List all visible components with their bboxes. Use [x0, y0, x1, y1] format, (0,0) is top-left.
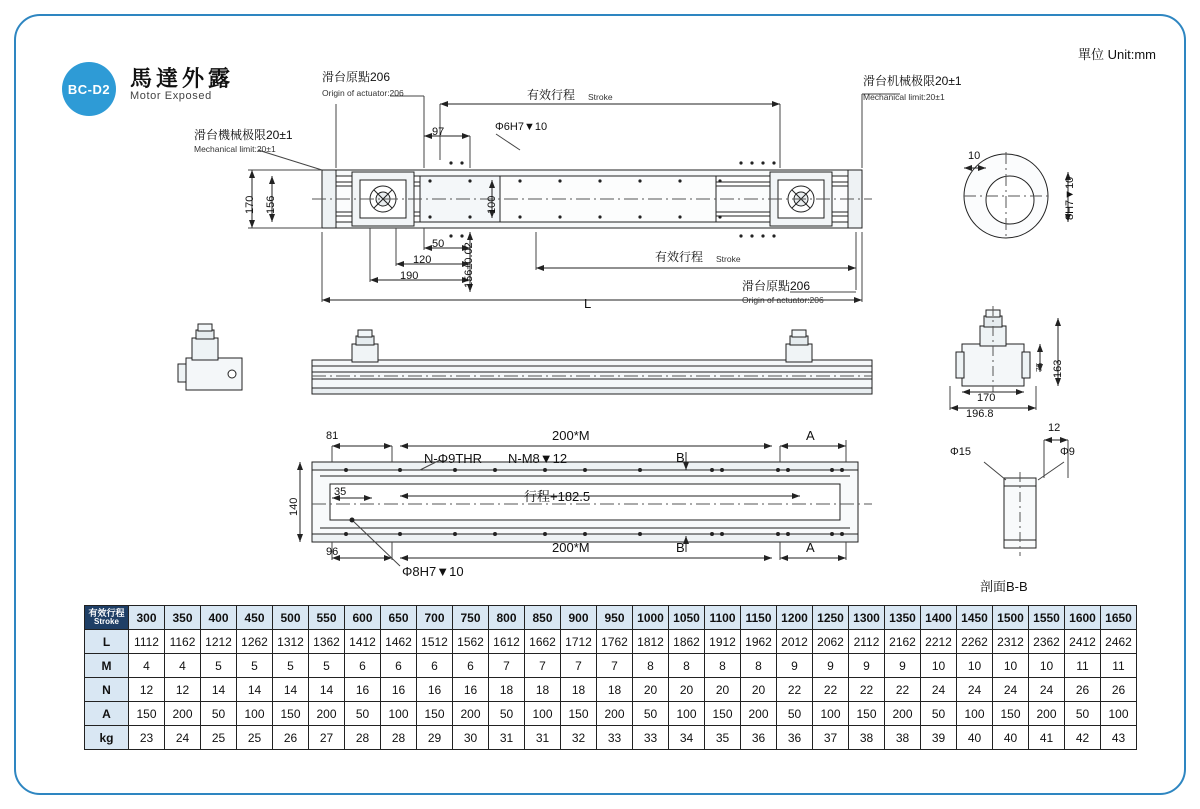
cell-N-0: 12: [129, 678, 165, 702]
cell-L-8: 1512: [417, 630, 453, 654]
cell-kg-25: 41: [1029, 726, 1065, 750]
cell-M-2: 5: [201, 654, 237, 678]
dim-100: 100: [486, 195, 498, 214]
cell-L-23: 2262: [957, 630, 993, 654]
cell-A-10: 50: [489, 702, 525, 726]
cell-A-13: 200: [597, 702, 633, 726]
dim-163: 163: [1052, 359, 1064, 378]
stroke-col-12: 900: [561, 606, 597, 630]
cell-M-15: 8: [669, 654, 705, 678]
cell-kg-6: 28: [345, 726, 381, 750]
dim-170: 170: [244, 195, 256, 214]
cell-N-22: 24: [921, 678, 957, 702]
dim-97: 97: [432, 126, 445, 138]
cell-L-6: 1412: [345, 630, 381, 654]
cell-A-16: 150: [705, 702, 741, 726]
stroke-col-26: 1600: [1065, 606, 1101, 630]
cell-L-24: 2312: [993, 630, 1029, 654]
stroke-col-13: 950: [597, 606, 633, 630]
cell-A-18: 50: [777, 702, 813, 726]
cell-A-2: 50: [201, 702, 237, 726]
origin-bottom-en: Origin of actuator:206: [742, 295, 824, 305]
cell-kg-24: 40: [993, 726, 1029, 750]
cell-N-4: 14: [273, 678, 309, 702]
cell-L-13: 1762: [597, 630, 633, 654]
cell-M-17: 8: [741, 654, 777, 678]
cell-L-11: 1662: [525, 630, 561, 654]
cell-N-19: 22: [813, 678, 849, 702]
cell-A-14: 50: [633, 702, 669, 726]
cell-L-4: 1312: [273, 630, 309, 654]
cell-kg-13: 33: [597, 726, 633, 750]
mark-a-bottom: A: [806, 540, 815, 555]
hole-8h7-label: 8H7▼10: [1064, 176, 1076, 220]
cell-kg-26: 42: [1065, 726, 1101, 750]
cell-M-11: 7: [525, 654, 561, 678]
stroke-col-23: 1450: [957, 606, 993, 630]
travel-plus-label: 行程+182.5: [524, 489, 591, 504]
spec-table: [84, 605, 1137, 750]
cell-M-23: 10: [957, 654, 993, 678]
stroke-col-18: 1200: [777, 606, 813, 630]
cell-A-19: 100: [813, 702, 849, 726]
cell-kg-3: 25: [237, 726, 273, 750]
mech-limit-left-en: Mechanical limit:20±1: [194, 144, 276, 154]
stroke-col-0: 300: [129, 606, 165, 630]
cell-N-14: 20: [633, 678, 669, 702]
cell-A-3: 100: [237, 702, 273, 726]
cell-M-10: 7: [489, 654, 525, 678]
table-row: [85, 630, 1137, 654]
cell-N-9: 16: [453, 678, 489, 702]
cell-N-17: 20: [741, 678, 777, 702]
stroke-col-2: 400: [201, 606, 237, 630]
cell-N-18: 22: [777, 678, 813, 702]
cell-kg-0: 23: [129, 726, 165, 750]
cell-L-16: 1912: [705, 630, 741, 654]
dim-10: 10: [968, 150, 981, 162]
cell-M-0: 4: [129, 654, 165, 678]
cell-M-5: 5: [309, 654, 345, 678]
cell-M-20: 9: [849, 654, 885, 678]
model-title-cn: 馬達外露: [130, 66, 235, 91]
cell-M-21: 9: [885, 654, 921, 678]
model-badge: BC-D2: [62, 62, 116, 116]
cell-M-27: 11: [1101, 654, 1137, 678]
cell-N-20: 22: [849, 678, 885, 702]
cell-N-3: 14: [237, 678, 273, 702]
cell-M-1: 4: [165, 654, 201, 678]
cell-L-20: 2112: [849, 630, 885, 654]
cell-A-15: 100: [669, 702, 705, 726]
cell-A-20: 150: [849, 702, 885, 726]
stroke-col-5: 550: [309, 606, 345, 630]
stroke-col-4: 500: [273, 606, 309, 630]
cell-N-1: 12: [165, 678, 201, 702]
cell-N-16: 20: [705, 678, 741, 702]
stroke-col-19: 1250: [813, 606, 849, 630]
row-label-M: M: [85, 654, 129, 678]
cell-kg-5: 27: [309, 726, 345, 750]
cell-N-10: 18: [489, 678, 525, 702]
cell-M-12: 7: [561, 654, 597, 678]
cell-M-16: 8: [705, 654, 741, 678]
stroke-col-20: 1300: [849, 606, 885, 630]
stroke-col-24: 1500: [993, 606, 1029, 630]
cell-L-27: 2462: [1101, 630, 1137, 654]
origin-bottom-cn: 滑台原點206: [742, 279, 811, 293]
cell-A-22: 50: [921, 702, 957, 726]
cell-kg-10: 31: [489, 726, 525, 750]
cell-L-18: 2012: [777, 630, 813, 654]
cell-A-26: 50: [1065, 702, 1101, 726]
cell-kg-20: 38: [849, 726, 885, 750]
cell-L-12: 1712: [561, 630, 597, 654]
cell-kg-15: 34: [669, 726, 705, 750]
cell-M-19: 9: [813, 654, 849, 678]
dim-156-tol: 156±0.02: [463, 242, 475, 288]
dim-81: 81: [326, 430, 339, 442]
cell-M-3: 5: [237, 654, 273, 678]
cell-A-0: 150: [129, 702, 165, 726]
cell-M-26: 11: [1065, 654, 1101, 678]
cell-N-7: 16: [381, 678, 417, 702]
row-label-N: N: [85, 678, 129, 702]
stroke-top-label-en: Stroke: [588, 92, 613, 102]
stroke-col-10: 800: [489, 606, 525, 630]
cell-L-2: 1212: [201, 630, 237, 654]
dim-120: 120: [413, 254, 432, 266]
mech-limit-right-cn: 滑台机械极限20±1: [863, 74, 962, 88]
cell-N-24: 24: [993, 678, 1029, 702]
cell-N-23: 24: [957, 678, 993, 702]
cell-L-22: 2212: [921, 630, 957, 654]
cell-N-11: 18: [525, 678, 561, 702]
cell-M-6: 6: [345, 654, 381, 678]
stroke-col-15: 1050: [669, 606, 705, 630]
stroke-col-22: 1400: [921, 606, 957, 630]
cell-L-10: 1612: [489, 630, 525, 654]
cell-kg-7: 28: [381, 726, 417, 750]
cell-A-4: 150: [273, 702, 309, 726]
cell-L-25: 2362: [1029, 630, 1065, 654]
cell-A-27: 100: [1101, 702, 1137, 726]
mech-limit-left-cn: 滑台機械极限20±1: [194, 128, 293, 142]
cell-kg-8: 29: [417, 726, 453, 750]
table-row: [85, 702, 1137, 726]
cell-kg-11: 31: [525, 726, 561, 750]
dim-190: 190: [400, 270, 419, 282]
cell-N-12: 18: [561, 678, 597, 702]
n-m8-label: N-M8▼12: [508, 451, 568, 466]
stroke-col-1: 350: [165, 606, 201, 630]
dim-140: 140: [288, 497, 300, 516]
cell-N-5: 14: [309, 678, 345, 702]
cell-M-9: 6: [453, 654, 489, 678]
hole-phi8-bottom-label: Φ8H7▼10: [402, 564, 464, 579]
cell-M-4: 5: [273, 654, 309, 678]
dim-156: 156: [265, 195, 277, 214]
stroke-col-7: 650: [381, 606, 417, 630]
dim-50: 50: [432, 238, 445, 250]
cell-N-8: 16: [417, 678, 453, 702]
cell-kg-1: 24: [165, 726, 201, 750]
cell-M-22: 10: [921, 654, 957, 678]
cell-N-21: 22: [885, 678, 921, 702]
stroke-lower-label-cn: 有效行程: [655, 250, 704, 264]
origin-top-label-cn: 滑台原點206: [322, 70, 391, 84]
cell-A-23: 100: [957, 702, 993, 726]
stroke-col-21: 1350: [885, 606, 921, 630]
cell-L-14: 1812: [633, 630, 669, 654]
mark-a-top: A: [806, 428, 815, 443]
stroke-col-8: 700: [417, 606, 453, 630]
cell-kg-19: 37: [813, 726, 849, 750]
stroke-lower-label-en: Stroke: [716, 254, 741, 264]
cell-kg-4: 26: [273, 726, 309, 750]
mech-limit-right-en: Mechanical limit:20±1: [863, 92, 945, 102]
cell-kg-12: 32: [561, 726, 597, 750]
corner-label-en: Stroke: [94, 617, 119, 627]
cell-L-1: 1162: [165, 630, 201, 654]
cell-kg-27: 43: [1101, 726, 1137, 750]
table-row: [85, 726, 1137, 750]
cell-N-2: 14: [201, 678, 237, 702]
cell-A-25: 200: [1029, 702, 1065, 726]
pitch-bottom-label: 200*M: [552, 540, 590, 555]
cell-kg-14: 33: [633, 726, 669, 750]
cell-A-1: 200: [165, 702, 201, 726]
cell-L-19: 2062: [813, 630, 849, 654]
cell-N-27: 26: [1101, 678, 1137, 702]
cell-M-24: 10: [993, 654, 1029, 678]
n-phi9-thr-label: N-Φ9THR: [424, 451, 483, 466]
stroke-col-9: 750: [453, 606, 489, 630]
stroke-col-6: 600: [345, 606, 381, 630]
table-row: [85, 654, 1137, 678]
cell-L-15: 1862: [669, 630, 705, 654]
row-label-A: A: [85, 702, 129, 726]
cell-kg-21: 38: [885, 726, 921, 750]
cell-A-21: 200: [885, 702, 921, 726]
stroke-col-27: 1650: [1101, 606, 1137, 630]
cell-L-9: 1562: [453, 630, 489, 654]
stroke-col-14: 1000: [633, 606, 669, 630]
dim-75: 75: [1034, 362, 1044, 372]
cell-L-21: 2162: [885, 630, 921, 654]
cell-M-7: 6: [381, 654, 417, 678]
cell-kg-17: 36: [741, 726, 777, 750]
cell-N-26: 26: [1065, 678, 1101, 702]
cell-L-17: 1962: [741, 630, 777, 654]
dim-196-8: 196.8: [966, 408, 994, 420]
dim-phi15: Φ15: [950, 446, 972, 458]
cell-A-9: 200: [453, 702, 489, 726]
mark-b-bottom: B: [676, 540, 685, 555]
dim-phi9: Φ9: [1060, 446, 1075, 458]
stroke-col-25: 1550: [1029, 606, 1065, 630]
stroke-col-16: 1100: [705, 606, 741, 630]
cell-M-18: 9: [777, 654, 813, 678]
stroke-col-3: 450: [237, 606, 273, 630]
cell-A-17: 200: [741, 702, 777, 726]
cell-L-26: 2412: [1065, 630, 1101, 654]
cell-A-5: 200: [309, 702, 345, 726]
cell-A-11: 100: [525, 702, 561, 726]
cell-A-8: 150: [417, 702, 453, 726]
cell-kg-22: 39: [921, 726, 957, 750]
dim-12: 12: [1048, 422, 1061, 434]
dim-35: 35: [334, 486, 347, 498]
pitch-top-label: 200*M: [552, 428, 590, 443]
section-bb-label: 剖面B-B: [980, 579, 1028, 594]
cell-M-8: 6: [417, 654, 453, 678]
cell-M-25: 10: [1029, 654, 1065, 678]
cell-N-13: 18: [597, 678, 633, 702]
cell-A-12: 150: [561, 702, 597, 726]
cell-A-24: 150: [993, 702, 1029, 726]
origin-top-label-en: Origin of actuator:206: [322, 88, 404, 98]
stroke-top-label-cn: 有效行程: [527, 88, 576, 102]
cell-M-14: 8: [633, 654, 669, 678]
cell-A-6: 50: [345, 702, 381, 726]
mark-b-top: B: [676, 450, 685, 465]
dim-170b: 170: [977, 392, 996, 404]
row-label-L: L: [85, 630, 129, 654]
cell-kg-2: 25: [201, 726, 237, 750]
cell-N-25: 24: [1029, 678, 1065, 702]
corner-label-cn: 有效行程: [88, 607, 125, 618]
model-title-en: Motor Exposed: [130, 90, 212, 102]
cell-L-3: 1262: [237, 630, 273, 654]
dim-96: 96: [326, 546, 339, 558]
table-corner-header: [85, 606, 129, 630]
cell-kg-9: 30: [453, 726, 489, 750]
cell-A-7: 100: [381, 702, 417, 726]
cell-M-13: 7: [597, 654, 633, 678]
unit-note: 單位 Unit:mm: [1077, 47, 1156, 62]
stroke-col-11: 850: [525, 606, 561, 630]
cell-kg-18: 36: [777, 726, 813, 750]
cell-kg-23: 40: [957, 726, 993, 750]
hole-phi6-label: Φ6H7▼10: [495, 121, 548, 133]
cell-L-7: 1462: [381, 630, 417, 654]
cell-N-15: 20: [669, 678, 705, 702]
cell-L-0: 1112: [129, 630, 165, 654]
row-label-kg: kg: [85, 726, 129, 750]
stroke-col-17: 1150: [741, 606, 777, 630]
table-header-row: [85, 606, 1137, 630]
cell-N-6: 16: [345, 678, 381, 702]
cell-kg-16: 35: [705, 726, 741, 750]
table-row: [85, 678, 1137, 702]
cell-L-5: 1362: [309, 630, 345, 654]
dim-L: L: [584, 296, 592, 311]
